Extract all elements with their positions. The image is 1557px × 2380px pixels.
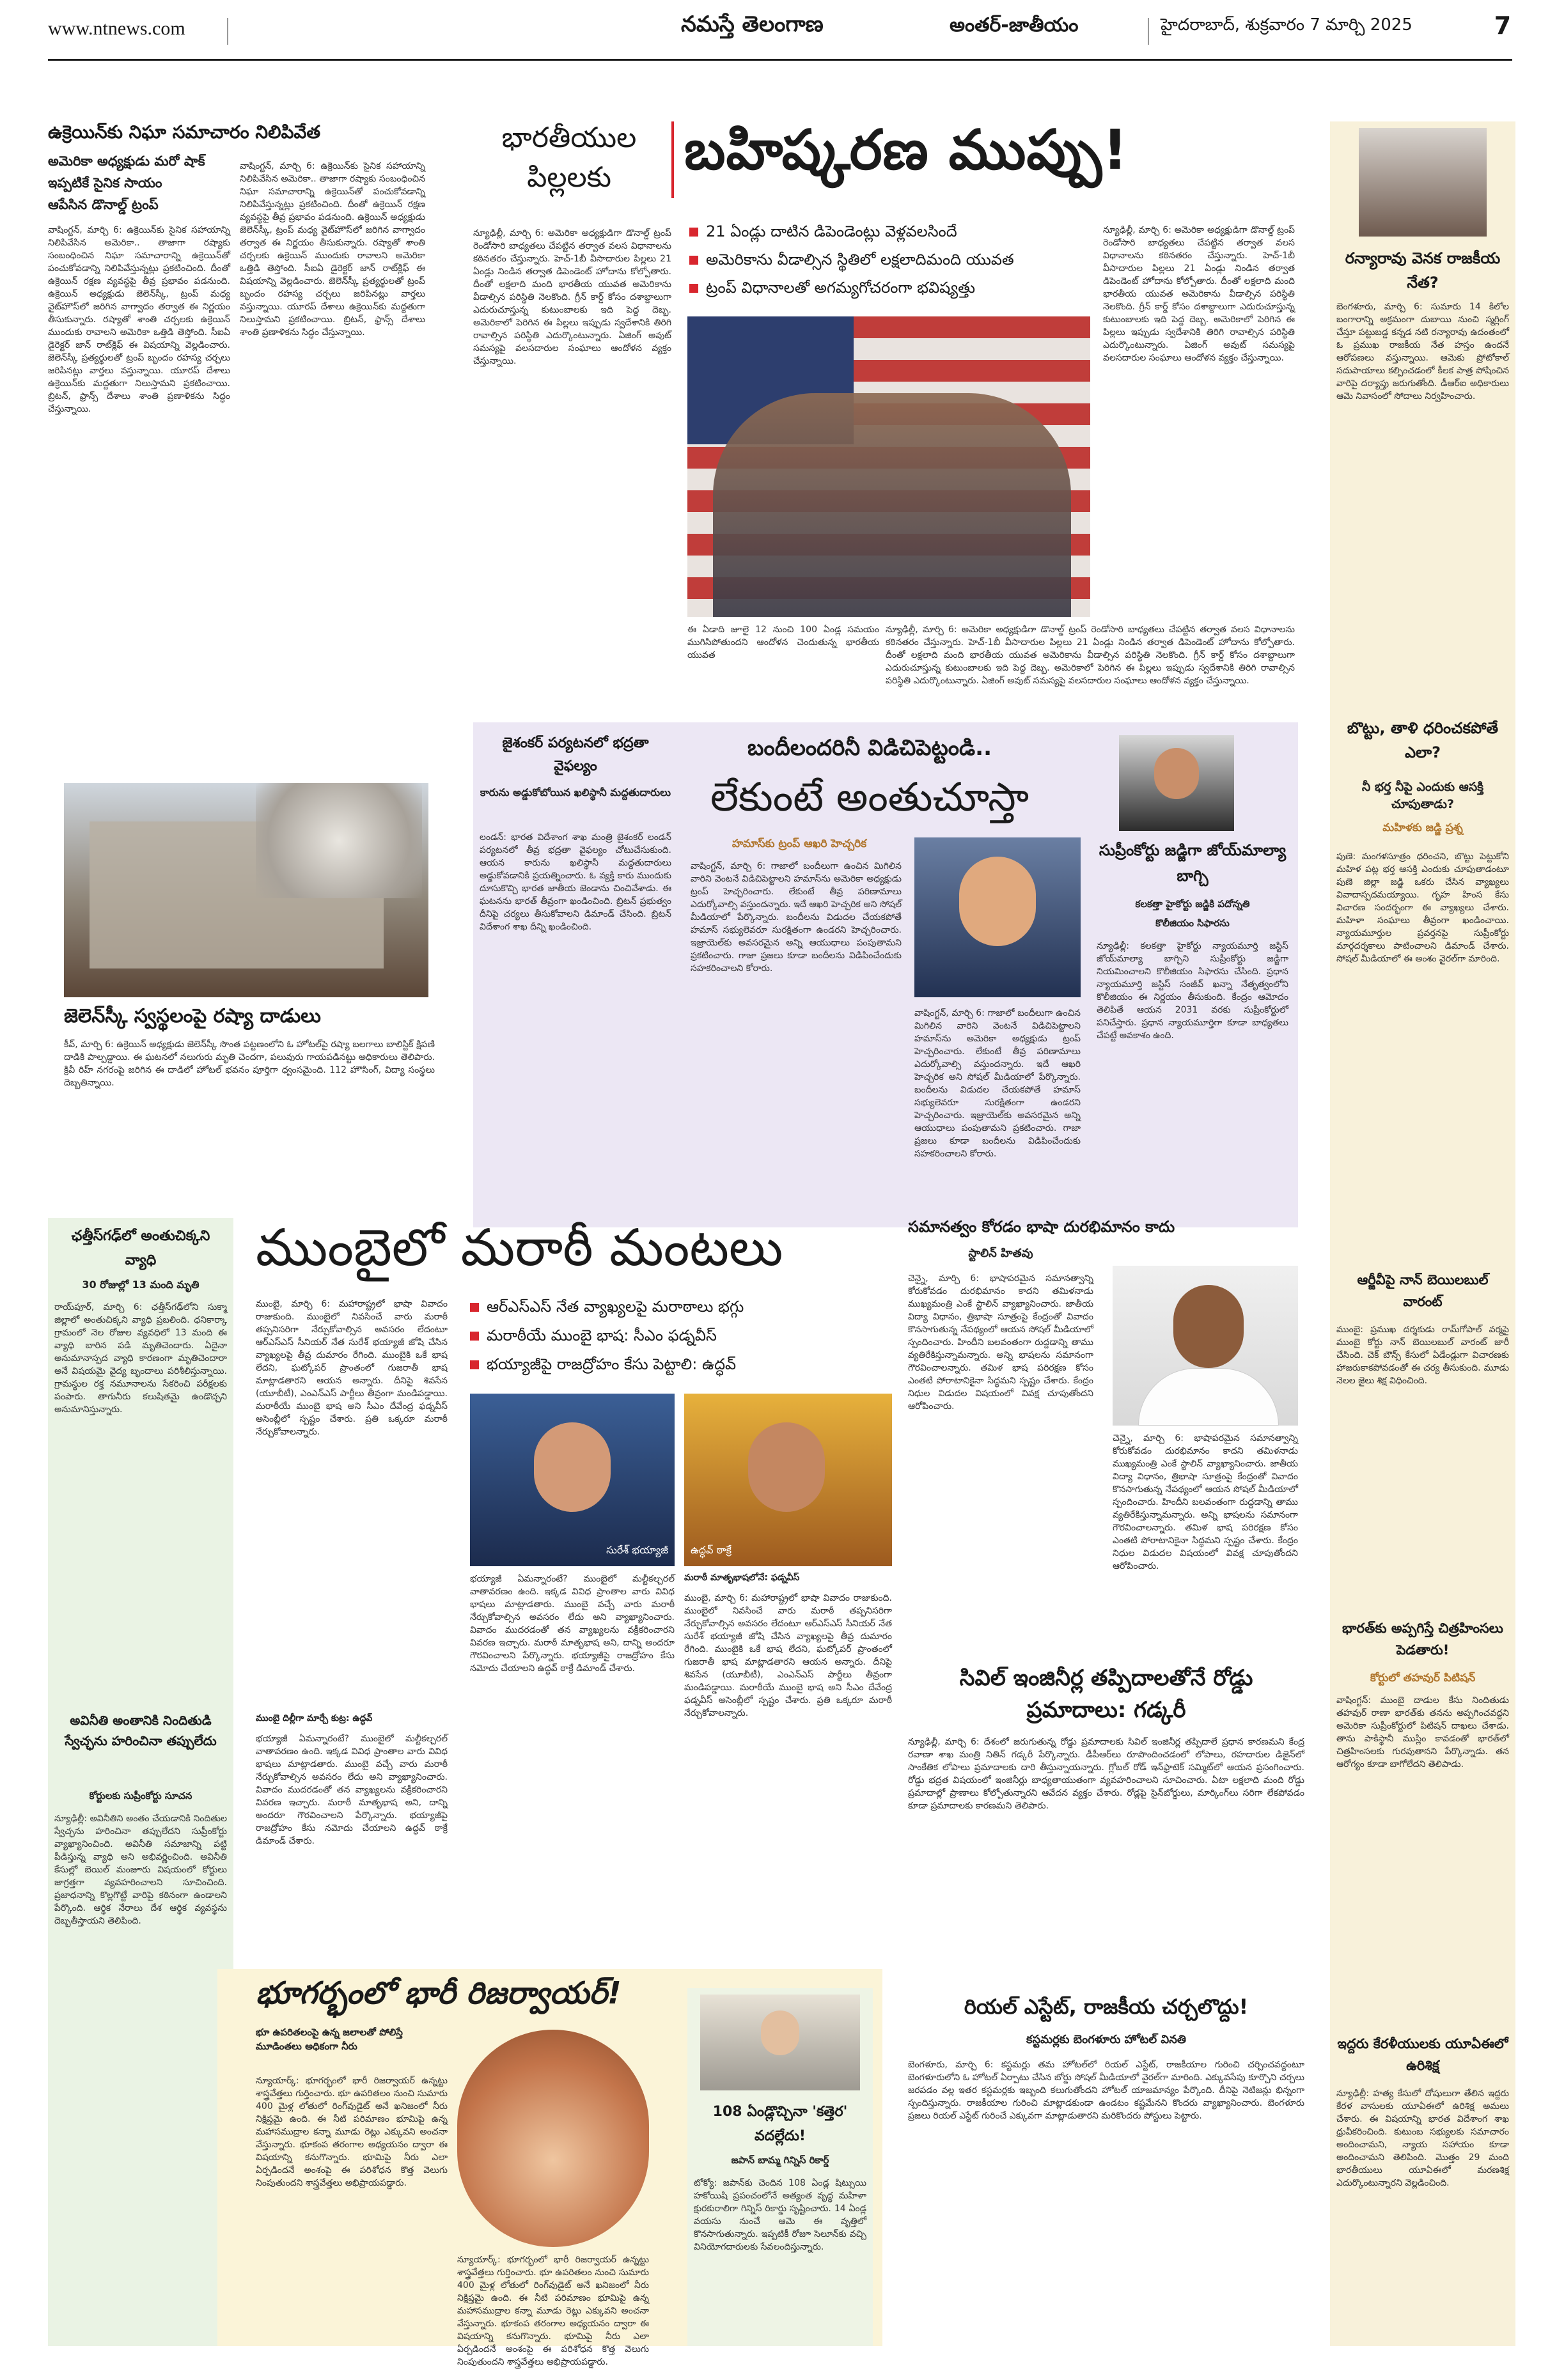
bhaiyyaji-caption: సురేశ్ భయ్యాజీ bbox=[606, 1544, 668, 1556]
hostage-subhead: హమాస్‌కు ట్రంప్ ఆఖరి హెచ్చరిక bbox=[732, 837, 867, 850]
stalin-body: చెన్నై, మార్చి 6: భాషాపరమైన సమానత్వాన్ని కోరుకోవడం దురభిమానం కాదని తమిళనాడు ముఖ్యమంత్రి ఎంకే స్టాలిన్ వ్యాఖ్యానించారు. జాతీయ విద్యా విధానం, త్రిభాషా సూత్రంపై కేంద్రంతో వివాదం కొనసాగుతున్న నేపథ్యంలో ఆయన సోషల్ మీడియాలో స్పందించారు. హిందీని బలవంతంగా రుద్దడాన్ని తాము వ్యతిరేకిస్తున్నామన్నారు. అన్ని భాషలను సమానంగా గౌరవించాలన్నారు. తమిళ భాష పరిరక్షణ కోసం ఎంతటి పోరాటానికైనా సిద్ధమని స్పష్టం చేశారు. కేంద్రం నిధుల విడుదల విషయంలో వివక్ష చూపుతోందని ఆరోపించారు. bbox=[908, 1273, 1093, 1412]
mumbai-body-col-4: భయ్యాజీ ఏమన్నారంటే? ముంబైలో మల్టీకల్చరల్ వాతావరణం ఉంది. ఇక్కడ వివిధ ప్రాంతాల వారు వివిధ భాషలు మాట్లాడతారు. ముంబై వచ్చే వారు మరాఠీ నేర్చుకోవాల్సిన అవసరం లేదు అని వ్యాఖ్యానించారు. వివాదం ముదరడంతో తన వ్యాఖ్యలను వక్రీకరించారని వివరణ ఇచ్చారు. మరాఠీ మాతృభాష అని, దాన్ని అందరూ గౌరవించాలని పేర్కొన్నారు. భయ్యాజీపై రాజద్రోహం కేసు నమోదు చేయాలని ఉద్ధవ్ ఠాక్రే డిమాండ్ చేశారు. bbox=[256, 1734, 448, 1846]
ukraine-photo bbox=[64, 783, 428, 997]
main-headline: బహిష్కరణ ముప్పు! bbox=[684, 118, 1129, 182]
page-number: 7 bbox=[1494, 12, 1512, 40]
hostage-body-2: వాషింగ్టన్, మార్చి 6: గాజాలో బందీలుగా ఉంచిన మిగిలిన వారిని వెంటనే విడిచిపెట్టాలని హమాస్‌ను అమెరికా అధ్యక్షుడు ట్రంప్ హెచ్చరించారు. లేకుంటే తీవ్ర పరిణామాలు ఎదుర్కోవాల్సి వస్తుందన్నారు. ఇదే ఆఖరి హెచ్చరిక అని సోషల్ మీడియాలో పేర్కొన్నారు. బందీలను విడుదల చేయకపోతే హమాస్ సభ్యులెవరూ సురక్షితంగా ఉండరని హెచ్చరించారు. ఇజ్రాయెల్‌కు అవసరమైన అన్ని ఆయుధాలు పంపుతామని ప్రకటించారు. గాజా ప్రజలు కూడా బందీలను విడిపించేందుకు సహకరించాలని కోరారు. bbox=[914, 1008, 1081, 1159]
judge-face bbox=[1154, 748, 1199, 799]
gadkari-article bbox=[908, 1662, 1304, 1982]
jaishankar-headline: జైశంకర్ పర్యటనలో భద్రతా వైఫల్యం bbox=[502, 735, 649, 774]
mumbai-body-col-3: ముంబై, మార్చి 6: మహారాష్ట్రలో భాషా వివాదం రాజుకుంది. ముంబైలో నివసించే వారు మరాఠీ తప్పనిసరిగా నేర్చుకోవాల్సిన అవసరం లేదంటూ ఆర్ఎస్ఎస్ సీనియర్ నేత సురేశ్ భయ్యాజీ జోషి చేసిన వ్యాఖ్యలపై తీవ్ర దుమారం రేగింది. ముంబైకి ఒకే భాష లేదని, ఘట్కోపర్ ప్రాంతంలో గుజరాతీ భాష మాట్లాడతారని ఆయన అన్నారు. దీనిపై శివసేన (యూబీటీ), ఎంఎన్ఎస్ పార్టీలు తీవ్రంగా మండిపడ్డాయి. మరాఠీయే ముంబై భాష అని సీఎం దేవేంద్ర ఫడ్నవీస్ అసెంబ్లీలో స్పష్టం చేశారు. ప్రతి ఒక్కరూ మరాఠీ నేర్చుకోవాలన్నారు. bbox=[684, 1593, 892, 1718]
mumbai-bullet-1 bbox=[470, 1298, 892, 1321]
main-bullet-2 bbox=[689, 251, 1099, 274]
trump-photo bbox=[914, 837, 1081, 997]
mumbai-body-col-1: ముంబై, మార్చి 6: మహారాష్ట్రలో భాషా వివాదం రాజుకుంది. ముంబైలో నివసించే వారు మరాఠీ తప్పనిసరిగా నేర్చుకోవాల్సిన అవసరం లేదంటూ ఆర్ఎస్ఎస్ సీనియర్ నేత సురేశ్ భయ్యాజీ జోషి చేసిన వ్యాఖ్యలపై తీవ్ర దుమారం రేగింది. ముంబైకి ఒకే భాష లేదని, ఘట్కోపర్ ప్రాంతంలో గుజరాతీ భాష మాట్లాడతారని ఆయన అన్నారు. దీనిపై శివసేన (యూబీటీ), ఎంఎన్ఎస్ పార్టీలు తీవ్రంగా మండిపడ్డాయి. మరాఠీయే ముంబై భాష అని సీఎం దేవేంద్ర ఫడ్నవీస్ అసెంబ్లీలో స్పష్టం చేశారు. ప్రతి ఒక్కరూ మరాఠీ నేర్చుకోవాలన్నారు. bbox=[256, 1299, 448, 1437]
japan-headline: 108 ఏండ్లొచ్చినా 'కత్తెర' వదల్లేదు! bbox=[712, 2104, 848, 2144]
rgv-body: ముంబై: ప్రముఖ దర్శకుడు రామ్‌గోపాల్ వర్మపై ముంబై కోర్టు నాన్ బెయిలబుల్ వారంట్ జారీ చేసింది. చెక్ బౌన్స్ కేసులో ఏడేండ్లుగా విచారణకు హాజరుకాకపోవడంతో ఈ చర్య తీసుకుంది. మూడు నెలల జైలు శిక్ష విధించింది. bbox=[1336, 1325, 1509, 1386]
hostage-body: వాషింగ్టన్, మార్చి 6: గాజాలో బందీలుగా ఉంచిన మిగిలిన వారిని వెంటనే విడిచిపెట్టాలని హమాస్‌ను అమెరికా అధ్యక్షుడు ట్రంప్ హెచ్చరించారు. లేకుంటే తీవ్ర పరిణామాలు ఎదుర్కోవాల్సి వస్తుందన్నారు. ఇదే ఆఖరి హెచ్చరిక అని సోషల్ మీడియాలో పేర్కొన్నారు. బందీలను విడుదల చేయకపోతే హమాస్ సభ్యులెవరూ సురక్షితంగా ఉండరని హెచ్చరించారు. ఇజ్రాయెల్‌కు అవసరమైన అన్ని ఆయుధాలు పంపుతామని ప్రకటించారు. గాజా ప్రజలు కూడా బందీలను విడిపించేందుకు సహకరించాలని కోరారు. bbox=[691, 861, 902, 974]
ukraine-body-2: వాషింగ్టన్, మార్చి 6: ఉక్రెయిన్‌కు సైనిక సహాయాన్ని నిలిపివేసిన అమెరికా.. తాజాగా రష్యాకు సంబంధించిన నిఘా సమాచారాన్ని ఉక్రెయిన్‌తో పంచుకోవడాన్ని నిలిపివేస్తున్నట్లు ప్రకటించింది. దీంతో ఉక్రెయిన్ రక్షణ వ్యవస్థపై తీవ్ర ప్రభావం పడనుంది. ఉక్రెయిన్ అధ్యక్షుడు జెలెన్‌స్కీ, ట్రంప్ మధ్య వైట్‌హౌస్‌లో జరిగిన వాగ్వాదం తర్వాత ఈ నిర్ణయం తీసుకున్నారు. రష్యాతో శాంతి చర్చలకు ఉక్రెయిన్ ముందుకు రావాలని అమెరికా ఒత్తిడి తెస్తోంది. సీఐఏ డైరెక్టర్ జాన్ రాట్‌క్లిఫ్ ఈ విషయాన్ని వెల్లడించారు. జెలెన్‌స్కీ ప్రత్యర్థులతో ట్రంప్ బృందం రహస్య చర్చలు జరిపినట్లు వార్తలు వస్తున్నాయి. యూరప్ దేశాలు ఉక్రెయిన్‌కు మద్దతుగా నిలుస్తామని ప్రకటించాయి. బ్రిటన్, ఫ్రాన్స్ దేశాలు శాంతి ప్రణాళికను సిద్ధం చేస్తున్నాయి. bbox=[240, 161, 425, 338]
ranya-headline: రన్యారావు వెనక రాజకీయ నేత? bbox=[1345, 249, 1501, 292]
uddhav-photo bbox=[684, 1394, 892, 1566]
hostage-kicker: బందీలందరినీ విడిచిపెట్టండి.. bbox=[747, 735, 992, 761]
mumbai-headline: ముంబైలో మరాఠీ మంటలు bbox=[256, 1218, 783, 1277]
masthead-rule bbox=[48, 59, 1512, 61]
hostage-headline: లేకుంటే అంతుచూస్తా bbox=[710, 774, 1029, 820]
stalin-face bbox=[1173, 1285, 1244, 1368]
mumbai-mid-sub-1: మరాఠీ మాతృభాషలోనే: ఫడ్నవీస్ bbox=[684, 1573, 800, 1583]
middle-band bbox=[473, 722, 1298, 1227]
bullet-marker bbox=[689, 228, 698, 237]
masthead bbox=[0, 0, 1557, 64]
ukraine-body: వాషింగ్టన్, మార్చి 6: ఉక్రెయిన్‌కు సైనిక సహాయాన్ని నిలిపివేసిన అమెరికా.. తాజాగా రష్యాకు సంబంధించిన నిఘా సమాచారాన్ని ఉక్రెయిన్‌తో పంచుకోవడాన్ని నిలిపివేస్తున్నట్లు ప్రకటించింది. దీంతో ఉక్రెయిన్ రక్షణ వ్యవస్థపై తీవ్ర ప్రభావం పడనుంది. ఉక్రెయిన్ అధ్యక్షుడు జెలెన్‌స్కీ, ట్రంప్ మధ్య వైట్‌హౌస్‌లో జరిగిన వాగ్వాదం తర్వాత ఈ నిర్ణయం తీసుకున్నారు. రష్యాతో శాంతి చర్చలకు ఉక్రెయిన్ ముందుకు రావాలని అమెరికా ఒత్తిడి తెస్తోంది. సీఐఏ డైరెక్టర్ జాన్ రాట్‌క్లిఫ్ ఈ విషయాన్ని వెల్లడించారు. జెలెన్‌స్కీ ప్రత్యర్థులతో ట్రంప్ బృందం రహస్య చర్చలు జరిపినట్లు వార్తలు వస్తున్నాయి. యూరప్ దేశాలు ఉక్రెయిన్‌కు మద్దతుగా నిలుస్తామని ప్రకటించాయి. బ్రిటన్, ఫ్రాన్స్ దేశాలు శాంతి ప్రణాళికను సిద్ధం చేస్తున్నాయి. bbox=[48, 225, 230, 414]
chhattisgarh-subhead: 30 రోజుల్లో 13 మంది మృతి bbox=[82, 1279, 200, 1291]
reservoir-body: న్యూయార్క్: భూగర్భంలో భారీ రిజర్వాయర్ ఉన్నట్టు శాస్త్రవేత్తలు గుర్తించారు. భూ ఉపరితలం నుంచి సుమారు 400 మైళ్ల లోతులో రింగ్‌వుడైట్ అనే ఖనిజంలో నీరు నిక్షిప్తమై ఉంది. ఈ నీటి పరిమాణం భూమిపై ఉన్న మహాసముద్రాల కన్నా మూడు రెట్లు ఎక్కువని అంచనా వేస్తున్నారు. భూకంప తరంగాల అధ్యయనం ద్వారా ఈ విషయాన్ని కనుగొన్నారు. భూమిపై నీరు ఎలా ఏర్పడిందనే అంశంపై ఈ పరిశోధన కొత్త వెలుగు నింపుతుందని శాస్త్రవేత్తలు అభిప్రాయపడ్డారు. bbox=[256, 2076, 448, 2188]
stalin-body-2: చెన్నై, మార్చి 6: భాషాపరమైన సమానత్వాన్ని కోరుకోవడం దురభిమానం కాదని తమిళనాడు ముఖ్యమంత్రి ఎంకే స్టాలిన్ వ్యాఖ్యానించారు. జాతీయ విద్యా విధానం, త్రిభాషా సూత్రంపై కేంద్రంతో వివాదం కొనసాగుతున్న నేపథ్యంలో ఆయన సోషల్ మీడియాలో స్పందించారు. హిందీని బలవంతంగా రుద్దడాన్ని తాము వ్యతిరేకిస్తున్నామన్నారు. అన్ని భాషలను సమానంగా గౌరవించాలన్నారు. తమిళ భాష పరిరక్షణ కోసం ఎంతటి పోరాటానికైనా సిద్ధమని స్పష్టం చేశారు. కేంద్రం నిధుల విడుదల విషయంలో వివక్ష చూపుతోందని ఆరోపించారు. bbox=[1113, 1433, 1298, 1571]
judge-subhead-2: కొలీజియం సిఫారసు bbox=[1155, 917, 1230, 929]
ukraine-headline: ఉక్రెయిన్‌కు నిఘా సమాచారం నిలిపివేత bbox=[48, 121, 321, 143]
kerala-body: న్యూఢిల్లీ: హత్య కేసులో దోషులుగా తేలిన ఇద్దరు కేరళ వాసులకు యూఏఈలో ఉరిశిక్ష అమలు చేశారు. ఈ విషయాన్ని భారత విదేశాంగ శాఖ ధ్రువీకరించింది. కుటుంబ సభ్యులకు సమాచారం అందించామని, న్యాయ సహాయం కూడా అందించామని తెలిపింది. మొత్తం 29 మంది భారతీయులు యూఏఈలో మరణశిక్ష ఎదుర్కొంటున్నారని వెల్లడించింది. bbox=[1336, 2088, 1509, 2188]
mumbai-bullet-text: మరాఠీయే ముంబై భాష: సీఎం ఫడ్నవీస్ bbox=[487, 1326, 717, 1344]
realestate-headline: రియల్ ఎస్టేట్, రాజకీయ చర్చలొద్దు! bbox=[964, 1995, 1249, 2019]
mumbai-body-col-2: భయ్యాజీ ఏమన్నారంటే? ముంబైలో మల్టీకల్చరల్ వాతావరణం ఉంది. ఇక్కడ వివిధ ప్రాంతాల వారు వివిధ భాషలు మాట్లాడతారు. ముంబై వచ్చే వారు మరాఠీ నేర్చుకోవాల్సిన అవసరం లేదు అని వ్యాఖ్యానించారు. వివాదం ముదరడంతో తన వ్యాఖ్యలను వక్రీకరించారని వివరణ ఇచ్చారు. మరాఠీ మాతృభాష అని, దాన్ని అందరూ గౌరవించాలని పేర్కొన్నారు. భయ్యాజీపై రాజద్రోహం కేసు నమోదు చేయాలని ఉద్ధవ్ ఠాక్రే డిమాండ్ చేశారు. bbox=[470, 1574, 675, 1674]
ukraine-subhead-2: ఇప్పటికే సైనిక సాయం bbox=[48, 175, 162, 191]
reservoir-headline: భూగర్భంలో భారీ రిజర్వాయర్! bbox=[256, 1975, 622, 2011]
chhattisgarh-headline: ఛత్తీస్‌గఢ్‌లో అంతుచిక్కని వ్యాధి bbox=[71, 1228, 210, 1268]
uddhav-caption: ఉద్ధవ్ ఠాక్రే bbox=[691, 1544, 732, 1556]
main-body-col-3: న్యూఢిల్లీ, మార్చి 6: అమెరికా అధ్యక్షుడిగా డొనాల్డ్ ట్రంప్ రెండోసారి బాధ్యతలు చేపట్టిన తర్వాత వలస విధానాలను కఠినతరం చేస్తున్నారు. హెచ్-1బీ వీసాదారుల పిల్లలు 21 ఏండ్లు నిండిన తర్వాత డిపెండెంట్ హోదాను కోల్పోతారు. దీంతో లక్షలాది మంది భారతీయ యువత అమెరికాను వీడాల్సిన పరిస్థితి నెలకొంది. గ్రీన్ కార్డ్ కోసం దశాబ్దాలుగా ఎదురుచూస్తున్న కుటుంబాలకు ఇది పెద్ద దెబ్బ. అమెరికాలో పెరిగిన ఈ పిల్లలు ఇప్పుడు స్వదేశానికి తిరిగి రావాల్సిన పరిస్థితి ఎదుర్కొంటున్నారు. ఏజింగ్ అవుట్ సమస్యపై వలసదారుల సంఘాలు ఆందోళన వ్యక్తం చేస్తున్నాయి. bbox=[886, 625, 1295, 686]
reservoir-subhead: భూ ఉపరితలంపై ఉన్న జలాలతో పోలిస్తే మూడింతలు అధికంగా నీరు bbox=[256, 2026, 403, 2052]
ukraine-article bbox=[48, 121, 425, 761]
tahawwur-headline: భారత్‌కు అప్పగిస్తే చిత్రహింసలు పెడతారు! bbox=[1342, 1621, 1503, 1658]
bhaiyyaji-photo bbox=[470, 1394, 675, 1566]
japan-article bbox=[687, 1988, 873, 2346]
bindi-subhead: నీ భర్త నీపై ఎందుకు ఆసక్తి చూపుతాడు? bbox=[1361, 780, 1484, 811]
ukraine-photo-body: కీవ్, మార్చి 6: ఉక్రెయిన్ అధ్యక్షుడు జెలెన్‌స్కీ సొంత పట్టణంలోని ఓ హోటల్‌పై రష్యా బలగాలు బాలిస్టిక్ క్షిపణి దాడికి పాల్పడ్డాయి. ఈ ఘటనలో నలుగురు మృతి చెందగా, పలువురు గాయపడినట్టు అధికారులు తెలిపారు. క్రివీ రిహ్ నగరంపై జరిగిన ఈ దాడిలో హోటల్ భవనం పూర్తిగా ధ్వంసమైంది. 112 హౌసింగ్, విద్యా సంస్థలు దెబ్బతిన్నాయి. bbox=[64, 1039, 435, 1088]
mumbai-bullet-2 bbox=[470, 1326, 892, 1349]
reservoir-body-2: న్యూయార్క్: భూగర్భంలో భారీ రిజర్వాయర్ ఉన్నట్టు శాస్త్రవేత్తలు గుర్తించారు. భూ ఉపరితలం నుంచి సుమారు 400 మైళ్ల లోతులో రింగ్‌వుడైట్ అనే ఖనిజంలో నీరు నిక్షిప్తమై ఉంది. ఈ నీటి పరిమాణం భూమిపై ఉన్న మహాసముద్రాల కన్నా మూడు రెట్లు ఎక్కువని అంచనా వేస్తున్నారు. భూకంప తరంగాల అధ్యయనం ద్వారా ఈ విషయాన్ని కనుగొన్నారు. భూమిపై నీరు ఎలా ఏర్పడిందనే అంశంపై ఈ పరిశోధన కొత్త వెలుగు నింపుతుందని శాస్త్రవేత్తలు అభిప్రాయపడ్డారు. bbox=[457, 2255, 649, 2367]
realestate-article bbox=[908, 1995, 1304, 2346]
website[interactable]: www.ntnews.com bbox=[48, 18, 185, 39]
japan-photo bbox=[700, 1995, 860, 2090]
tahawwur-body: వాషింగ్టన్: ముంబై దాడుల కేసు నిందితుడు తహవుర్ రాణా భారత్‌కు తనను అప్పగించవద్దని అమెరికా సుప్రీంకోర్టులో పిటిషన్ దాఖలు చేశాడు. తాను పాకిస్థానీ ముస్లిం కావడంతో భారత్‌లో చిత్రహింసలకు గురవుతానని పేర్కొన్నాడు. తన ఆరోగ్యం కూడా బాగోలేదని తెలిపాడు. bbox=[1336, 1695, 1509, 1769]
bindi-headline: బొట్టు, తాళి ధరించకపోతే ఎలా? bbox=[1347, 719, 1499, 761]
realestate-subhead: కస్టమర్లకు బెంగళూరు హోటల్ వినతి bbox=[1026, 2033, 1186, 2046]
main-bullet-text: 21 ఏండ్లు దాటిన డిపెండెంట్లు వెళ్లవలసిందే bbox=[706, 222, 957, 240]
judge-subhead-1: కలకత్తా హైకోర్టు జడ్జికి పదోన్నతి bbox=[1135, 898, 1250, 910]
ukraine-subhead-1: అమెరికా అధ్యక్షుడు మరో షాక్ bbox=[48, 153, 205, 169]
main-photo-caption: ఈ ఏడాది జూలై 12 నుంచి 100 ఏండ్ల సమయం ముగిసిపోతుందని ఆందోళన చెందుతున్న భారతీయ యువత bbox=[687, 625, 879, 660]
bullet-marker bbox=[470, 1303, 479, 1312]
bullet-marker bbox=[470, 1332, 479, 1341]
stalin-photo bbox=[1113, 1266, 1298, 1426]
main-bullet-text: ట్రంప్ విధానాలతో అగమ్యగోచరంగా భవిష్యత్తు bbox=[706, 279, 976, 297]
main-body-col-4: న్యూఢిల్లీ, మార్చి 6: అమెరికా అధ్యక్షుడిగా డొనాల్డ్ ట్రంప్ రెండోసారి బాధ్యతలు చేపట్టిన తర్వాత వలస విధానాలను కఠినతరం చేస్తున్నారు. హెచ్-1బీ వీసాదారుల పిల్లలు 21 ఏండ్లు నిండిన తర్వాత డిపెండెంట్ హోదాను కోల్పోతారు. దీంతో లక్షలాది మంది భారతీయ యువత అమెరికాను వీడాల్సిన పరిస్థితి నెలకొంది. గ్రీన్ కార్డ్ కోసం దశాబ్దాలుగా ఎదురుచూస్తున్న కుటుంబాలకు ఇది పెద్ద దెబ్బ. అమెరికాలో పెరిగిన ఈ పిల్లలు ఇప్పుడు స్వదేశానికి తిరిగి రావాల్సిన పరిస్థితి ఎదుర్కొంటున్నారు. ఏజింగ్ అవుట్ సమస్యపై వలసదారుల సంఘాలు ఆందోళన వ్యక్తం చేస్తున్నాయి. bbox=[1103, 225, 1295, 363]
japan-face bbox=[761, 2011, 799, 2055]
mumbai-mid-sub-2: ముంబై దిల్లీగా మార్చే కుట్ర: ఉద్ధవ్ bbox=[256, 1713, 373, 1723]
realestate-body: బెంగళూరు, మార్చి 6: కస్టమర్లు తమ హోటల్‌లో రియల్ ఎస్టేట్, రాజకీయాల గురించి చర్చించవద్దంటూ బెంగళూరులోని ఓ హోటల్ ఏర్పాటు చేసిన బోర్డు సోషల్ మీడియాలో వైరల్‌గా మారింది. ఎక్కువసేపు కూర్చొని చర్చలు జరపడం వల్ల ఇతర కస్టమర్లకు ఇబ్బంది కలుగుతోందని హోటల్ యాజమాన్యం పేర్కొంది. దీనిపై నెటిజన్లు భిన్నంగా స్పందిస్తున్నారు. రాజకీయాల గురించి మాట్లాడకుండా ఉండటం కష్టమేనని కొందరు వ్యాఖ్యానించారు. బెంగళూరు ప్రజలు రియల్ ఎస్టేట్ గురించే ఎక్కువగా మాట్లాడుతారని మరికొందరు పోస్టులు పెట్టారు. bbox=[908, 2060, 1304, 2121]
mumbai-bullet-3 bbox=[470, 1355, 892, 1378]
stalin-article bbox=[908, 1218, 1304, 1653]
masthead-divider-1 bbox=[227, 18, 228, 45]
stalin-shirt bbox=[1138, 1368, 1279, 1426]
japan-subhead: జపాన్ బామ్మ గిన్నిస్ రికార్డ్ bbox=[731, 2154, 829, 2166]
left-sidebar bbox=[48, 1218, 233, 2346]
tahawwur-subhead: కోర్టులో తహవుర్ పిటిషన్ bbox=[1370, 1672, 1476, 1684]
judge-body: న్యూఢిల్లీ: కలకత్తా హైకోర్టు న్యాయమూర్తి జస్టిస్ జోయ్‌మాల్యా బాగ్చిని సుప్రీంకోర్టు జడ్జిగా నియమించాలని కొలీజియం సిఫారసు చేసింది. ప్రధాన న్యాయమూర్తి జస్టిస్ సంజీవ్ ఖన్నా నేతృత్వంలోని కొలీజియం ఈ నిర్ణయం తీసుకుంది. కేంద్రం ఆమోదం తెలిపితే ఆయన 2031 వరకు సుప్రీంకోర్టులో పనిచేస్తారు. ప్రధాన న్యాయమూర్తిగా కూడా బాధ్యతలు చేపట్టే అవకాశం ఉంది. bbox=[1097, 941, 1288, 1041]
main-bullet-text: అమెరికాను వీడాల్సిన స్థితిలో లక్షలాదిమంది యువత bbox=[706, 251, 1014, 268]
gadkari-headline: సివిల్ ఇంజినీర్ల తప్పిదాలతోనే రోడ్డు ప్రమాదాలు: గడ్కరీ bbox=[959, 1665, 1253, 1723]
youth-group bbox=[713, 393, 1071, 617]
corruption-body: న్యూఢిల్లీ: అవినీతిని అంతం చేయడానికి నిందితుల స్వేచ్ఛను హరించినా తప్పులేదని సుప్రీంకోర్టు వ్యాఖ్యానించింది. అవినీతి సమాజాన్ని పట్టి పీడిస్తున్న వ్యాధి అని అభివర్ణించింది. అవినీతి కేసుల్లో బెయిల్ మంజూరు విషయంలో కోర్టులు జాగ్రత్తగా వ్యవహరించాలని సూచించింది. ప్రజాధనాన్ని కొల్లగొట్టే వారిపై కఠినంగా ఉండాలని పేర్కొంది. ఆర్థిక నేరాలు దేశ ఆర్థిక వ్యవస్థను దెబ్బతీస్తాయని తెలిపింది. bbox=[54, 1814, 227, 1926]
section-name: అంతర్-జాతీయం bbox=[950, 14, 1079, 36]
judge-photo bbox=[1119, 735, 1234, 831]
bhaiyyaji-face bbox=[534, 1422, 611, 1512]
ukraine-photo-caption: జెలెన్‌స్కీ స్వస్థలంపై రష్యా దాడులు bbox=[64, 1005, 321, 1027]
ranya-photo bbox=[1359, 128, 1487, 237]
rgv-headline: ఆర్జీవీపై నాన్ బెయిలబుల్ వారంట్ bbox=[1357, 1272, 1489, 1309]
main-photo bbox=[687, 316, 1090, 617]
mumbai-bullet-text: ఆర్ఎస్ఎస్ నేత వ్యాఖ్యలపై మరాఠాలు భగ్గు bbox=[487, 1298, 744, 1316]
trump-face bbox=[959, 857, 1036, 946]
main-kicker-divider bbox=[671, 121, 674, 198]
ukraine-subhead-3: ఆపేసిన డొనాల్డ్ ట్రంప్ bbox=[48, 197, 159, 212]
stalin-subhead: స్టాలిన్ హితవు bbox=[968, 1247, 1033, 1260]
judge-headline: సుప్రీంకోర్టు జడ్జిగా జోయ్‌మాల్యా బాగ్చి bbox=[1099, 841, 1287, 885]
main-body-col-1: న్యూఢిల్లీ, మార్చి 6: అమెరికా అధ్యక్షుడిగా డొనాల్డ్ ట్రంప్ రెండోసారి బాధ్యతలు చేపట్టిన తర్వాత వలస విధానాలను కఠినతరం చేస్తున్నారు. హెచ్-1బీ వీసాదారుల పిల్లలు 21 ఏండ్లు నిండిన తర్వాత డిపెండెంట్ హోదాను కోల్పోతారు. దీంతో లక్షలాది మంది భారతీయ యువత అమెరికాను వీడాల్సిన పరిస్థితి నెలకొంది. గ్రీన్ కార్డ్ కోసం దశాబ్దాలుగా ఎదురుచూస్తున్న కుటుంబాలకు ఇది పెద్ద దెబ్బ. అమెరికాలో పెరిగిన ఈ పిల్లలు ఇప్పుడు స్వదేశానికి తిరిగి రావాల్సిన పరిస్థితి ఎదుర్కొంటున్నారు. ఏజింగ్ అవుట్ సమస్యపై వలసదారుల సంఘాలు ఆందోళన వ్యక్తం చేస్తున్నాయి. bbox=[473, 228, 671, 366]
paper-name: నమస్తే తెలంగాణ bbox=[681, 12, 824, 37]
bullet-marker bbox=[689, 284, 698, 293]
masthead-divider-2 bbox=[1148, 18, 1149, 45]
smoke-shape bbox=[256, 783, 422, 898]
bullet-marker bbox=[470, 1360, 479, 1369]
main-kicker: భారతీయుల పిల్లలకు bbox=[501, 121, 637, 194]
dateline: హైదరాబాద్, శుక్రవారం 7 మార్చి 2025 bbox=[1161, 15, 1412, 35]
gadkari-body: న్యూఢిల్లీ, మార్చి 6: దేశంలో జరుగుతున్న రోడ్డు ప్రమాదాలకు సివిల్ ఇంజినీర్ల తప్పిదాలే ప్రధాన కారణమని కేంద్ర రవాణా శాఖ మంత్రి నితిన్ గడ్కరీ పేర్కొన్నారు. డీపీఆర్‌లు రూపొందించడంలో లోపాలు, రహదారుల డిజైన్‌లో సాంకేతిక లోపాలు ప్రమాదాలకు దారి తీస్తున్నాయన్నారు. గ్లోబల్ రోడ్ ఇన్‌ఫ్రాటెక్ సమ్మిట్‌లో ఆయన ప్రసంగించారు. రోడ్డు భద్రత విషయంలో ఇంజినీర్లు బాధ్యతాయుతంగా వ్యవహరించాలని సూచించారు. ఏటా లక్షలాది మంది రోడ్డు ప్రమాదాల్లో ప్రాణాలు కోల్పోతున్నారని ఆవేదన వ్యక్తం చేశారు. రోడ్లపై సైన్‌బోర్డులు, మార్కింగ్‌లు సరిగా లేకపోవడం కూడా ప్రమాదాలకు కారణమని తెలిపారు. bbox=[908, 1737, 1304, 1811]
jaishankar-subhead: కారును అడ్డుకోబోయిన ఖలిస్థానీ మద్దతుదారులు bbox=[480, 786, 671, 798]
stalin-headline: సమానత్వం కోరడం భాషా దురభిమానం కాదు bbox=[908, 1218, 1175, 1236]
bindi-body: పుణె: మంగళసూత్రం ధరించని, బొట్టు పెట్టుకోని మహిళ పట్ల భర్త ఆసక్తి ఎందుకు చూపుతాడంటూ పుణె జిల్లా జడ్జి ఒకరు చేసిన వ్యాఖ్యలు వివాదాస్పదమయ్యాయి. గృహ హింస కేసు విచారణ సందర్భంగా ఈ వ్యాఖ్యలు చేశారు. మహిళా సంఘాలు తీవ్రంగా ఖండించాయి. న్యాయమూర్తుల ప్రవర్తనపై సుప్రీంకోర్టు మార్గదర్శకాలు పాటించాలని డిమాండ్ చేశారు. సోషల్ మీడియాలో ఈ అంశం వైరల్‌గా మారింది. bbox=[1336, 852, 1509, 964]
corruption-subhead: కోర్టులకు సుప్రీంకోర్టు సూచన bbox=[89, 1790, 192, 1801]
kerala-headline: ఇద్దరు కేరళీయులకు యూఏఈలో ఉరిశిక్ష bbox=[1337, 2036, 1508, 2073]
corruption-headline: అవినీతి అంతానికి నిందితుడి స్వేచ్ఛను హరించినా తప్పులేదు bbox=[65, 1713, 217, 1748]
chhattisgarh-body: రాయ్‌పూర్, మార్చి 6: ఛత్తీస్‌గఢ్‌లోని సుక్మా జిల్లాలో అంతుచిక్కని వ్యాధి ప్రబలింది. ధనికార్కా గ్రామంలో నెల రోజుల వ్యవధిలో 13 మంది ఈ వ్యాధి బారిన పడి మృతిచెందారు. ఏదైనా అనుమానాస్పద వ్యాధి కారణంగా మృతిచెందారా అనే విషయమై వైద్య బృందాలు పరిశీలిస్తున్నాయి. గ్రామస్థుల రక్త నమూనాలను సేకరించి పరీక్షలకు పంపారు. తాగునీరు కలుషితమై ఉండొచ్చని అనుమానిస్తున్నారు. bbox=[54, 1302, 227, 1415]
right-sidebar bbox=[1330, 121, 1515, 2346]
main-bullet-1 bbox=[689, 222, 1099, 245]
ranya-body: బెంగళూరు, మార్చి 6: సుమారు 14 కిలోల బంగారాన్ని అక్రమంగా దుబాయి నుంచి స్మగ్లింగ్ చేస్తూ పట్టుబడ్డ కన్నడ నటి రన్యారావు ఉదంతంలో ఓ ప్రముఖ రాజకీయ నేత హస్తం ఉందనే ఆరోపణలు వస్తున్నాయి. ఆమెకు ప్రోటోకాల్ సదుపాయాలు కల్పించడంలో కీలక పాత్ర పోషించిన వారిపై దర్యాప్తు జరుగుతోంది. డీఆర్ఐ అధికారులు ఆమె నివాసంలో సోదాలు నిర్వహించారు. bbox=[1336, 302, 1509, 401]
main-bullet-3 bbox=[689, 279, 1099, 302]
jaishankar-body: లండన్: భారత విదేశాంగ శాఖ మంత్రి జైశంకర్ లండన్ పర్యటనలో తీవ్ర భద్రతా వైఫల్యం చోటుచేసుకుంది. ఆయన కారును ఖలిస్థానీ మద్దతుదారులు అడ్డుకోవడానికి ప్రయత్నించారు. ఓ వ్యక్తి కారు ముందుకు దూసుకొచ్చి భారత జాతీయ జెండాను చించివేశాడు. ఈ ఘటనను భారత్ తీవ్రంగా ఖండించింది. బ్రిటన్ ప్రభుత్వం దీనిపై చర్యలు తీసుకోవాలని డిమాండ్ చేసింది. బ్రిటన్ విదేశాంగ శాఖ దీన్ని ఖండించింది. bbox=[480, 832, 671, 932]
bullet-marker bbox=[689, 256, 698, 265]
bindi-subhead-2: మహిళకు జడ్జి ప్రశ్న bbox=[1382, 821, 1463, 834]
mumbai-bullet-text: భయ్యాజీపై రాజద్రోహం కేసు పెట్టాలి: ఉద్ధవ్ bbox=[487, 1355, 737, 1373]
cave-photo bbox=[457, 2030, 649, 2247]
uddhav-face bbox=[748, 1422, 825, 1512]
japan-body: టోక్యో: జపాన్‌కు చెందిన 108 ఏండ్ల షిట్సుయి హకోయిషి ప్రపంచంలోనే అత్యంత వృద్ధ మహిళా క్షురకురాలిగా గిన్నిస్ రికార్డు సృష్టించారు. 14 ఏండ్ల వయసు నుంచే ఆమె ఈ వృత్తిలో కొనసాగుతున్నారు. ఇప్పటికీ రోజూ సెలూన్‌కు వచ్చి వినియోగదారులకు సేవలందిస్తున్నారు. bbox=[694, 2178, 866, 2252]
